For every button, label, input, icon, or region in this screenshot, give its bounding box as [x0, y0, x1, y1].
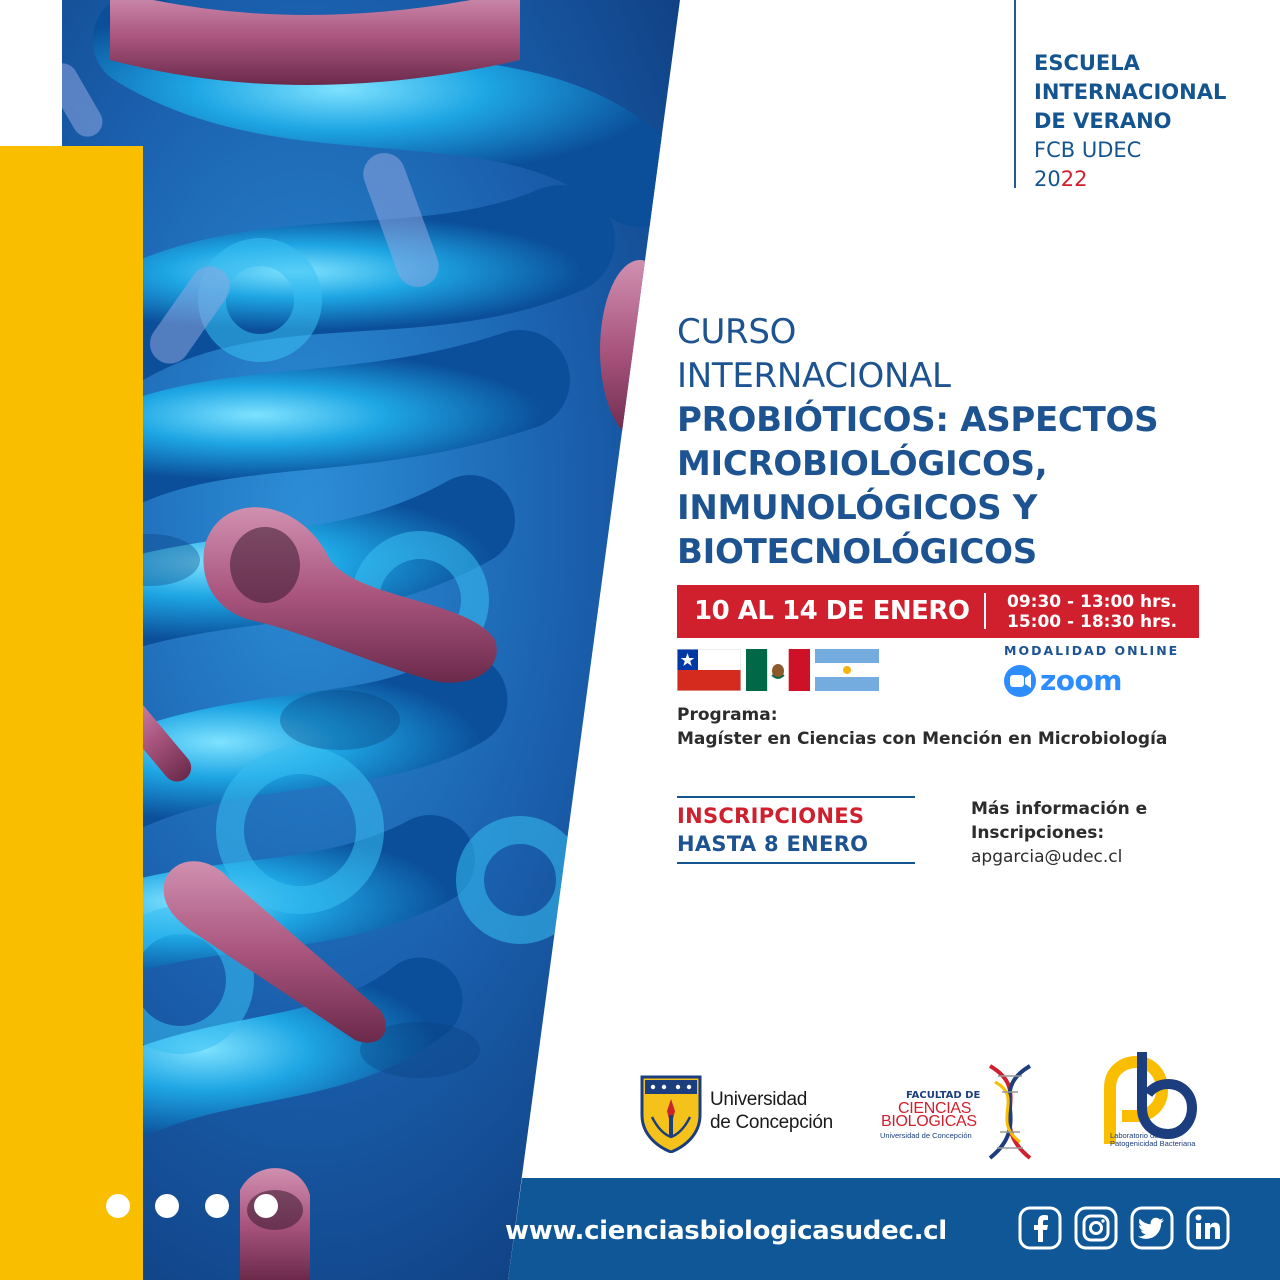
fcb-logo-line2: CIENCIAS [898, 1100, 972, 1117]
chile-flag-icon [677, 649, 741, 691]
program-label: Programa: [677, 705, 778, 725]
website-link[interactable]: www.cienciasbiologicasudec.cl [505, 1216, 947, 1246]
carousel-dot-3[interactable] [205, 1194, 229, 1218]
course-title-line3: PROBIÓTICOS: ASPECTOS [677, 400, 1159, 440]
udec-logo-line2: de Concepción [710, 1112, 833, 1133]
school-year: 2022 [1034, 167, 1088, 191]
modality-label: MODALIDAD ONLINE [1004, 643, 1180, 658]
carousel-dot-2[interactable] [155, 1194, 179, 1218]
header-divider [1014, 0, 1016, 188]
course-title-line5: INMUNOLÓGICOS Y [677, 488, 1038, 528]
facebook-icon[interactable] [1018, 1206, 1062, 1250]
mexico-flag-icon [746, 649, 810, 691]
date-separator [984, 593, 986, 629]
fcb-logo-line1: FACULTAD DE [906, 1090, 981, 1101]
fcb-logo-line3: BIOLOGICAS [881, 1113, 977, 1130]
course-dates: 10 AL 14 DE ENERO [694, 596, 970, 626]
contact-heading-line1: Más información e [971, 799, 1148, 819]
zoom-icon [1003, 664, 1037, 698]
program-name: Magíster en Ciencias con Mención en Microbiología [677, 729, 1168, 749]
morning-time: 09:30 - 13:00 hrs. [1007, 592, 1178, 612]
carousel-dot-4[interactable] [254, 1194, 278, 1218]
contact-heading-line2: Inscripciones: [971, 823, 1105, 843]
linkedin-icon[interactable] [1186, 1206, 1230, 1250]
dna-helix-icon [980, 1062, 1040, 1162]
instagram-icon[interactable] [1074, 1206, 1118, 1250]
zoom-label: zoom [1040, 664, 1122, 697]
contact-email[interactable]: apgarcia@udec.cl [971, 847, 1123, 867]
school-title-line4: FCB UDEC [1034, 138, 1142, 162]
fcb-logo-line4: Universidad de Concepción [880, 1131, 972, 1140]
lab-logo-line1: Laboratorio de [1110, 1131, 1159, 1140]
course-title-line1: CURSO [677, 312, 797, 352]
yellow-accent-bar [0, 146, 143, 1280]
lab-logo-line2: Patogenicidad Bacteriana [1110, 1139, 1196, 1148]
school-title-line1: ESCUELA [1034, 51, 1140, 75]
registration-deadline: HASTA 8 ENERO [677, 832, 869, 856]
udec-shield-icon [640, 1075, 702, 1153]
registration-top-rule [677, 796, 915, 798]
twitter-icon[interactable] [1130, 1206, 1174, 1250]
course-title-line6: BIOTECNOLÓGICOS [677, 532, 1037, 572]
registration-title: INSCRIPCIONES [677, 804, 865, 828]
school-title-line2: INTERNACIONAL [1034, 80, 1227, 104]
carousel-dot-1[interactable] [106, 1194, 130, 1218]
argentina-flag-icon [815, 649, 879, 691]
udec-logo-line1: Universidad [710, 1089, 808, 1110]
course-title-line2: INTERNACIONAL [677, 356, 951, 396]
school-title-line3: DE VERANO [1034, 109, 1172, 133]
registration-bottom-rule [677, 862, 915, 864]
course-title-line4: MICROBIOLÓGICOS, [677, 444, 1048, 484]
date-banner [677, 585, 1199, 638]
afternoon-time: 15:00 - 18:30 hrs. [1007, 612, 1178, 632]
